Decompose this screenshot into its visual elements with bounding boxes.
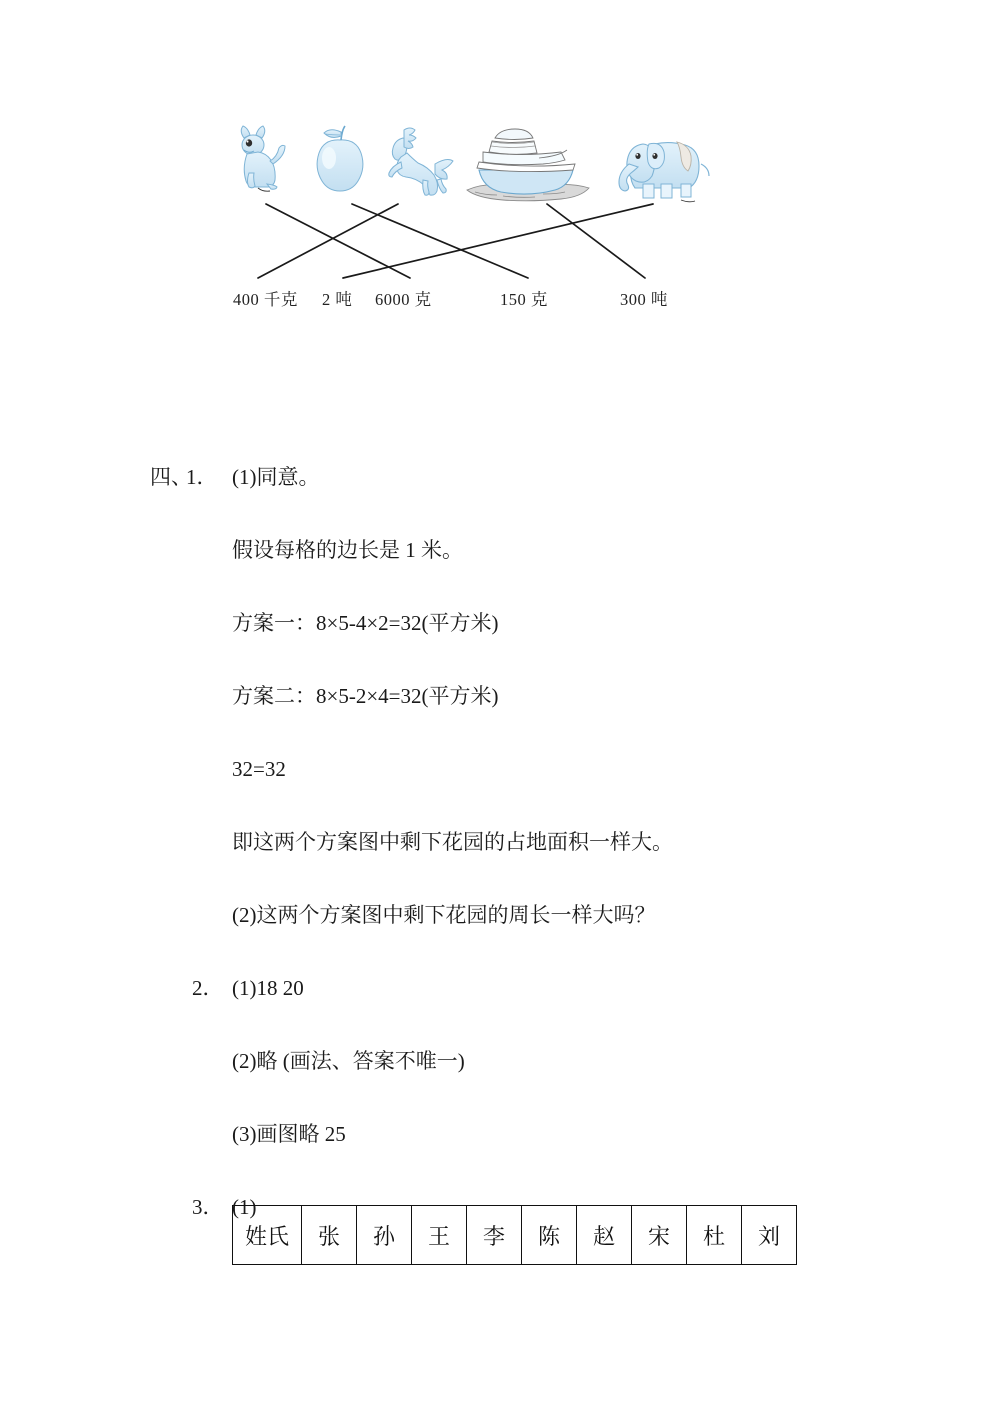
table-header-cell: 姓氏	[233, 1206, 302, 1265]
table-cell: 张	[302, 1206, 357, 1265]
answer-1-1: (1)同意。	[232, 465, 320, 489]
surname-table-container	[232, 1205, 797, 1265]
unit-label-6000g: 6000 克	[375, 290, 432, 309]
item-marker-2: 2．	[192, 976, 224, 1000]
answer-2-1: (1)18 20	[232, 976, 304, 1000]
table-cell: 杜	[687, 1206, 742, 1265]
table-cell: 王	[412, 1206, 467, 1265]
section-marker-four: 四、	[150, 465, 192, 489]
answer-line	[0, 528, 1000, 601]
answer-line	[0, 820, 1000, 893]
answer-1-conclusion: 即这两个方案图中剩下花园的占地面积一样大。	[232, 830, 673, 854]
answer-1-2: (2)这两个方案图中剩下花园的周长一样大吗？	[232, 903, 656, 927]
item-marker-1: 1．	[186, 465, 218, 489]
unit-label-400kg: 400 千克	[233, 290, 298, 309]
answer-line	[0, 747, 1000, 820]
elephant-icon	[619, 142, 709, 198]
surname-table	[232, 1205, 797, 1265]
table-row	[233, 1206, 797, 1265]
table-cell: 赵	[577, 1206, 632, 1265]
answer-body	[0, 455, 1000, 1258]
dog-icon	[241, 126, 285, 189]
answer-1-assumption: 假设每格的边长是 1 米。	[232, 538, 463, 562]
table-cell: 宋	[632, 1206, 687, 1265]
answer-line	[0, 893, 1000, 966]
answer-line	[0, 674, 1000, 747]
answer-1-equality: 32=32	[232, 757, 286, 781]
table-cell: 刘	[742, 1206, 797, 1265]
unit-label-row	[225, 286, 725, 316]
answer-line	[0, 966, 1000, 1039]
answer-2-3: (3)画图略 25	[232, 1122, 346, 1146]
answer-line	[0, 1039, 1000, 1112]
answer-line	[0, 601, 1000, 674]
boat-icon	[467, 129, 589, 201]
matching-exercise-figure	[225, 118, 725, 318]
answer-line	[0, 455, 1000, 528]
unit-label-150g: 150 克	[500, 290, 548, 309]
answer-3-1: (1)	[232, 1195, 257, 1219]
table-cell: 陈	[522, 1206, 577, 1265]
line-horse-to-400kg	[258, 204, 398, 278]
answer-1-plan-two: 方案二：8×5-2×4=32(平方米)	[232, 684, 499, 708]
item-marker-3: 3．	[192, 1195, 224, 1219]
line-elephant-to-2t	[343, 204, 653, 278]
unit-label-300t: 300 吨	[620, 290, 668, 309]
apple-icon	[317, 126, 363, 191]
answer-1-plan-one: 方案一：8×5-4×2=32(平方米)	[232, 611, 499, 635]
answer-2-2: (2)略 (画法、答案不唯一)	[232, 1049, 465, 1073]
table-cell: 李	[467, 1206, 522, 1265]
table-cell: 孙	[357, 1206, 412, 1265]
unit-label-2t: 2 吨	[322, 290, 353, 309]
connection-lines	[258, 204, 653, 278]
line-boat-to-300t	[547, 204, 645, 278]
horse-icon	[389, 128, 453, 195]
answer-line	[0, 1112, 1000, 1185]
